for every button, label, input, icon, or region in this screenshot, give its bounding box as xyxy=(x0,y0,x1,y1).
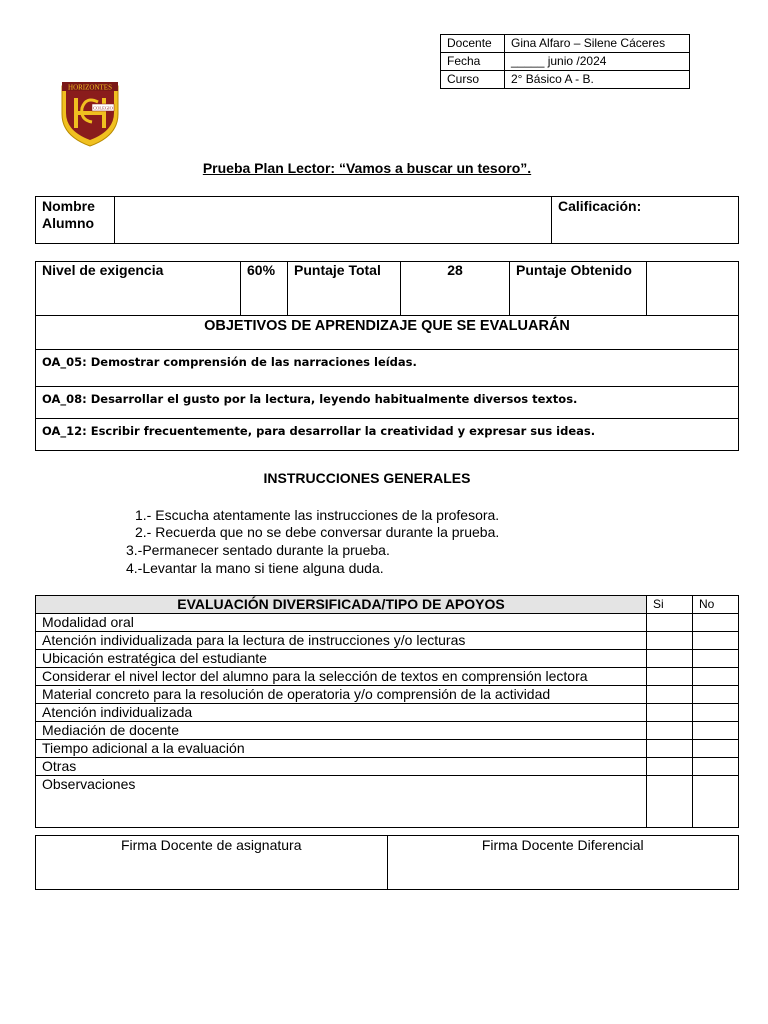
support-label: Material concreto para la resolución de operatoria y/o comprensión de la actividad xyxy=(36,686,647,704)
total-score-value: 28 xyxy=(401,262,510,316)
page-title: Prueba Plan Lector: “Vamos a buscar un tesoro”. xyxy=(202,160,532,176)
yes-cell[interactable] xyxy=(647,686,693,704)
no-cell[interactable] xyxy=(693,650,739,668)
score-objectives-table xyxy=(35,261,739,451)
no-cell[interactable] xyxy=(693,758,739,776)
support-label: Atención individualizada xyxy=(36,704,647,722)
instruction-item: 1.- Escucha atentamente las instrucciones de la profesora. xyxy=(135,507,500,523)
header-row-docente xyxy=(441,35,690,53)
table-row xyxy=(36,758,739,776)
table-row xyxy=(36,722,739,740)
no-cell[interactable] xyxy=(693,740,739,758)
header-label: Docente xyxy=(441,35,505,53)
table-row xyxy=(36,632,739,650)
support-label: Ubicación estratégica del estudiante xyxy=(36,650,647,668)
no-cell[interactable] xyxy=(693,668,739,686)
header-value: 2° Básico A - B. xyxy=(505,71,690,89)
yes-cell[interactable] xyxy=(647,758,693,776)
objective-item: OA_12: Escribir frecuentemente, para desarrollar la creatividad y expresar sus ideas. xyxy=(36,419,739,451)
support-label: Modalidad oral xyxy=(36,614,647,632)
logo-text: HORIZONTES xyxy=(68,83,112,92)
table-row xyxy=(36,740,739,758)
objective-item: OA_05: Demostrar comprensión de las narraciones leídas. xyxy=(36,350,739,387)
no-cell[interactable] xyxy=(693,704,739,722)
header-row-fecha xyxy=(441,53,690,71)
obtained-score-field[interactable] xyxy=(647,262,739,316)
header-label: Fecha xyxy=(441,53,505,71)
yes-cell[interactable] xyxy=(647,650,693,668)
subject-teacher-signature[interactable]: Firma Docente de asignatura xyxy=(36,836,388,890)
no-cell[interactable] xyxy=(693,686,739,704)
support-label: Atención individualizada para la lectura de instrucciones y/o lecturas xyxy=(36,632,647,650)
support-label: Otras xyxy=(36,758,647,776)
observations-label: Observaciones xyxy=(36,776,647,828)
yes-column-label: Si xyxy=(647,596,693,614)
yes-cell[interactable] xyxy=(647,614,693,632)
no-cell[interactable] xyxy=(693,614,739,632)
no-cell[interactable] xyxy=(693,776,739,828)
yes-cell[interactable] xyxy=(647,632,693,650)
instruction-item: 4.-Levantar la mano si tiene alguna duda. xyxy=(126,560,384,576)
no-column-label: No xyxy=(693,596,739,614)
instructions-heading: INSTRUCCIONES GENERALES xyxy=(263,470,471,486)
name-field[interactable] xyxy=(115,197,552,244)
yes-cell[interactable] xyxy=(647,668,693,686)
differential-teacher-signature[interactable]: Firma Docente Diferencial xyxy=(387,836,739,890)
header-value: _____ junio /2024 xyxy=(505,53,690,71)
logo-subtext: COLEGIO xyxy=(93,105,113,111)
header-value: Gina Alfaro – Silene Cáceres xyxy=(505,35,690,53)
diversified-evaluation-table xyxy=(35,595,739,828)
no-cell[interactable] xyxy=(693,722,739,740)
objective-item: OA_08: Desarrollar el gusto por la lectura, leyendo habitualmente diversos textos. xyxy=(36,387,739,419)
yes-cell[interactable] xyxy=(647,704,693,722)
total-score-label: Puntaje Total xyxy=(288,262,401,316)
yes-cell[interactable] xyxy=(647,776,693,828)
school-logo xyxy=(58,80,122,148)
table-row xyxy=(36,614,739,632)
signature-table xyxy=(35,835,739,890)
exigencia-label: Nivel de exigencia xyxy=(36,262,241,316)
table-row xyxy=(36,650,739,668)
support-label: Considerar el nivel lector del alumno para la selección de textos en comprensión lectora xyxy=(36,668,647,686)
support-label: Mediación de docente xyxy=(36,722,647,740)
evaluation-heading: EVALUACIÓN DIVERSIFICADA/TIPO DE APOYOS xyxy=(36,596,647,614)
no-cell[interactable] xyxy=(693,632,739,650)
objectives-heading: OBJETIVOS DE APRENDIZAJE QUE SE EVALUARÁN xyxy=(36,316,739,350)
exigencia-value: 60% xyxy=(241,262,288,316)
table-row xyxy=(36,776,739,828)
yes-cell[interactable] xyxy=(647,740,693,758)
support-label: Tiempo adicional a la evaluación xyxy=(36,740,647,758)
name-label: Nombre Alumno xyxy=(36,197,115,244)
header-row-curso xyxy=(441,71,690,89)
instruction-item: 3.-Permanecer sentado durante la prueba. xyxy=(126,542,390,558)
student-info-table xyxy=(35,196,739,244)
obtained-score-label: Puntaje Obtenido xyxy=(510,262,647,316)
table-row xyxy=(36,668,739,686)
instruction-item: 2.- Recuerda que no se debe conversar durante la prueba. xyxy=(135,524,500,540)
header-label: Curso xyxy=(441,71,505,89)
table-row xyxy=(36,704,739,722)
grade-label: Calificación: xyxy=(552,197,739,244)
yes-cell[interactable] xyxy=(647,722,693,740)
table-row xyxy=(36,686,739,704)
header-info-table xyxy=(440,34,690,89)
